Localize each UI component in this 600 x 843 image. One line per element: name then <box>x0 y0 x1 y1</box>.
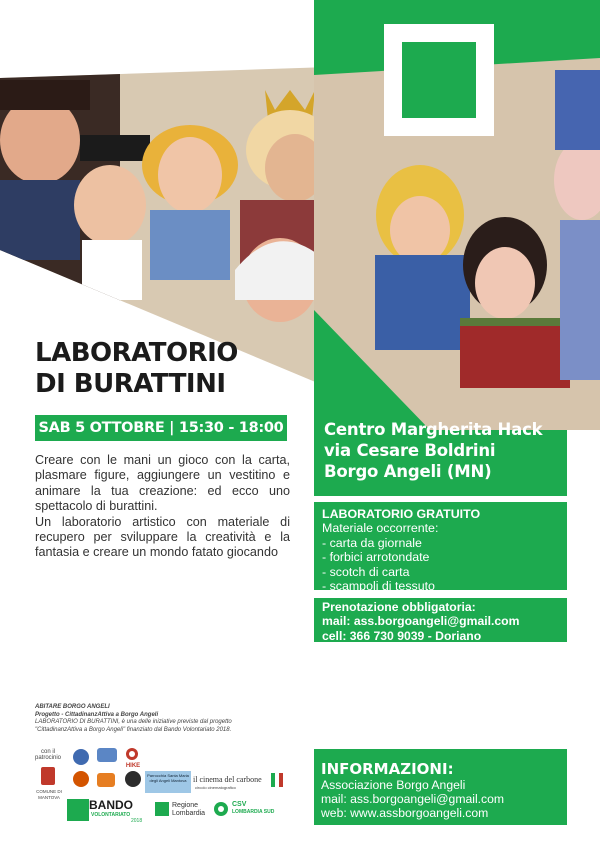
venue-city: Borgo Angeli (MN) <box>324 462 492 481</box>
sponsor-logo-4-icon <box>97 773 115 787</box>
patronage-label <box>35 749 61 761</box>
logo-square <box>384 24 494 136</box>
booking-box <box>314 598 567 642</box>
sponsor-logo-1-icon <box>73 749 89 765</box>
lab-item: - scotch di carta <box>322 564 410 579</box>
comune-crest-icon <box>41 767 55 785</box>
credits-line-3: LABORATORIO DI BURATTINI, è una delle iniziative previste dal progetto "CittadinanzAttiva a Borgo Angeli" finanziato dal Bando Volontariato 2018. <box>35 719 232 733</box>
venue-name: Centro Margherita Hack <box>324 420 543 439</box>
booking-phone[interactable]: cell: 366 730 9039 - Doriano <box>322 628 482 643</box>
flag-icon <box>271 773 283 787</box>
lab-item: - scampoli di tessuto <box>322 579 435 594</box>
info-org: Associazione Borgo Angeli <box>321 778 466 792</box>
lab-info-box <box>314 502 567 594</box>
sponsor-logo-5-icon <box>125 771 141 787</box>
con-il-text: con il <box>40 749 55 755</box>
sponsor-logo-2-icon <box>97 748 117 762</box>
lab-heading: LABORATORIO GRATUITO <box>322 507 481 521</box>
regione-text: Regione <box>172 802 199 809</box>
parrocchia-logo <box>145 771 191 793</box>
lab-intro: Materiale occorrente: <box>322 521 439 536</box>
patrocinio-text: patrocinio <box>35 755 62 761</box>
booking-heading: Prenotazione obbligatoria: <box>322 600 476 614</box>
title-line-2: DI BURATTINI <box>35 369 226 399</box>
hike-logo-icon <box>125 747 139 761</box>
credits <box>35 704 275 734</box>
cinema-label: il cinema del carbone <box>193 775 262 784</box>
page-title <box>35 338 238 400</box>
booking-mail[interactable]: mail: ass.borgoangeli@gmail.com <box>322 614 520 629</box>
bando-logo-icon <box>67 799 89 821</box>
regione-logo-icon <box>155 802 169 816</box>
sponsor-logos <box>35 745 295 825</box>
info-web[interactable]: web: www.assborgoangeli.com <box>321 806 489 820</box>
venue-address <box>324 419 542 482</box>
venue-street: via Cesare Boldrini <box>324 441 496 460</box>
csv-sub-label: LOMBARDIA SUD <box>232 809 275 815</box>
volontariato-label: VOLONTARIATO <box>91 812 131 818</box>
hike-label: HIKE <box>125 763 141 769</box>
lab-item: - forbici arrotondate <box>322 550 430 565</box>
csv-logo-icon <box>213 801 229 817</box>
description-p2: Un laboratorio artistico con materiale di recupero per sviluppare la creatività e la fantasia e creare un mondo fatato giocando <box>35 514 290 560</box>
date-bar: SAB 5 OTTOBRE | 15:30 - 18:00 <box>35 415 287 441</box>
cinema-sub-label: circolo cinematografico <box>195 785 236 790</box>
description <box>35 453 290 561</box>
info-mail[interactable]: mail: ass.borgoangeli@gmail.com <box>321 792 505 806</box>
info-box <box>314 749 567 825</box>
parrocchia-label: Parrocchia Santa Maria degli Angeli Mantova <box>147 773 189 783</box>
lombardia-text: Lombardia <box>172 810 206 817</box>
lab-item: - carta da giornale <box>322 535 422 550</box>
csv-label: CSV <box>232 801 247 808</box>
title-line-1: LABORATORIO <box>35 338 238 368</box>
comune-label: COMUNE DI MANTOVA <box>36 789 62 800</box>
credits-line-2: Progetto - CittadinanzAttiva a Borgo Angeli <box>35 711 159 718</box>
bando-year: 2018 <box>131 818 143 824</box>
bando-label: BANDO <box>89 798 133 812</box>
info-heading: INFORMAZIONI: <box>321 760 454 778</box>
sponsor-logo-3-icon <box>73 771 89 787</box>
credits-line-1: ABITARE BORGO ANGELI <box>35 704 110 710</box>
description-p1: Creare con le mani un gioco con la carta, plasmare figure, aggiungere un vestitino e animare la tua creazione: ed ecco uno spettacolo di burattini. <box>35 453 290 514</box>
